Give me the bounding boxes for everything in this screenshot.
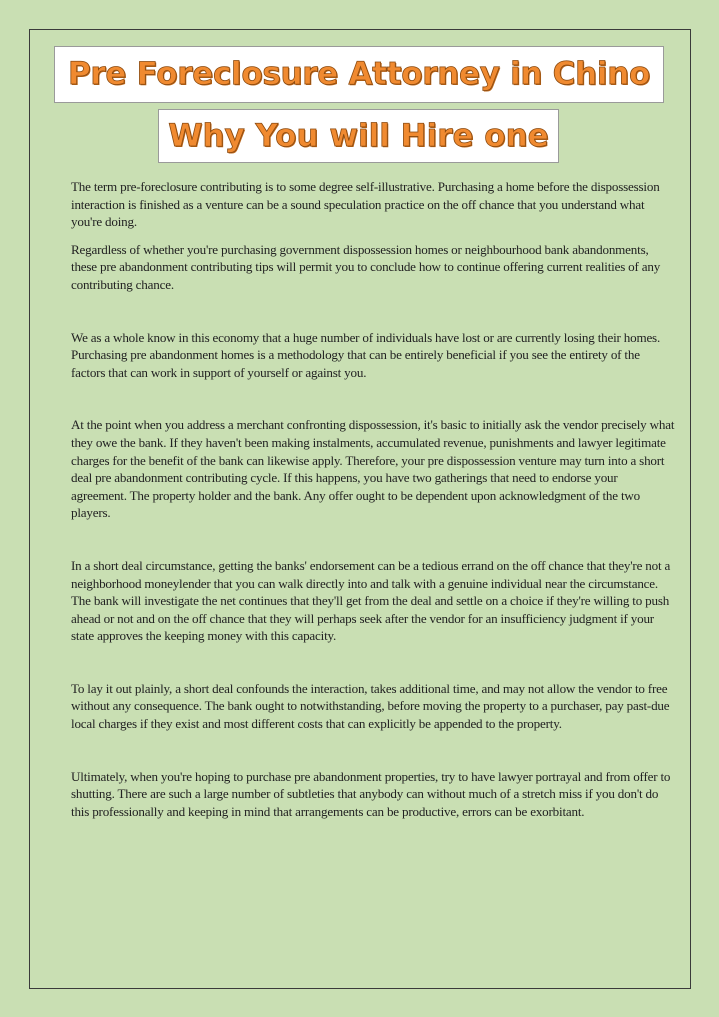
paragraph-4: At the point when you address a merchant confronting dispossession, it's basic to initially ask the vendor precisely what they owe the bank. If they haven't been making instalments, accumulated revenue, punishments and lawyer legitimate charges for the benefit of the bank can likewise apply. Therefore, your pre dispossession venture may turn into a short deal pre abandonment contributing cycle. If this happens, you have two gatherings that need to endorse your agreement. The property holder and the bank. Any offer ought to be dependent upon acknowledgment of the two players. <box>71 417 675 521</box>
page-subtitle: Why You will Hire one <box>168 118 549 154</box>
paragraph-3: We as a whole know in this economy that a huge number of individuals have lost or are currently losing their homes. Purchasing pre abandonment homes is a methodology that can be entirely beneficial if you see the entirety of the factors that can work in support of yourself or against you. <box>71 329 661 380</box>
title-banner-primary <box>54 46 664 103</box>
paragraph-6: To lay it out plainly, a short deal confounds the interaction, takes additional time, and may not allow the vendor to free without any consequence. The bank ought to notwithstanding, before moving the property to a purchaser, pay past-due local charges if they exist and most different costs that can explicitly be appended to the property. <box>71 680 670 732</box>
paragraph-2: Regardless of whether you're purchasing government dispossession homes or neighbourhood bank abandonments, these pre abandonment contributing tips will permit you to conclude how to continue offering current realities of any contributing chance. <box>71 241 661 292</box>
paragraph-1: The term pre-foreclosure contributing is to some degree self-illustrative. Purchasing a home before the dispossession interaction is finished as a venture can be a sound speculation practice on the off chance that you understand what you're doing. <box>71 179 660 230</box>
article-body <box>71 178 676 820</box>
title-banner-secondary <box>158 109 559 163</box>
paragraph-5: In a short deal circumstance, getting the banks' endorsement can be a tedious errand on the off chance that they're not a neighborhood moneylender that you can walk directly into and talk with a genuine individual near the circumstance. The bank will investigate the net continues that they'll get from the deal and settle on a choice if they're willing to push ahead or not and on the off chance that they will perhaps seek after the vendor for an insufficiency judgment if your state approves the keeping money with this capacity. <box>71 557 671 644</box>
paragraph-7: Ultimately, when you're hoping to purchase pre abandonment properties, try to have lawyer portrayal and from offer to shutting. There are such a large number of subtleties that anybody can without much of a stretch miss if you don't do this professionally and keeping in mind that arrangements can be productive, errors can be exorbitant. <box>71 768 671 819</box>
page-title: Pre Foreclosure Attorney in Chino <box>68 56 650 92</box>
